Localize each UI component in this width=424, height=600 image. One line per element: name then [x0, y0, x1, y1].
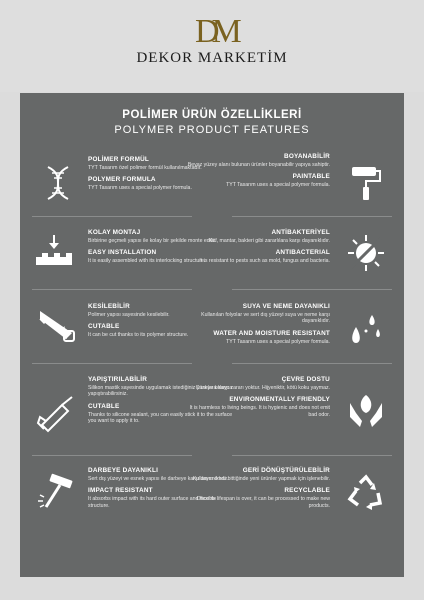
- feature-text-tr: Kullanılan folyolar ve sert dış yüzeyi suya ve neme karşı dayanıklıdır.: [201, 312, 330, 325]
- panel-title-tr: POLİMER ÜRÜN ÖZELLİKLERİ: [122, 109, 302, 121]
- feature-text-tr: Küf, mantar, bakteri gibi zararlılara karşı dayanıklıdır.: [208, 238, 330, 244]
- paint-roller-icon: [346, 163, 386, 203]
- feature-text-tr: Kullanım ömrü bittiğinde yeni ürünler yapmak için işlenebilir.: [192, 476, 330, 482]
- feature-text-tr: Silikon mastik sayesinde uygulamak istediğiniz yüzeye kolayca yapıştırabilirsiniz.: [88, 385, 233, 398]
- feature-title-tr: POLİMER FORMÜL: [88, 156, 150, 163]
- brand-name: DEKOR MARKETİM: [136, 50, 288, 66]
- water-drops-icon: [346, 309, 386, 349]
- feature-text-en: Thanks to silicone sealant, you can easily stick it to the surface you want to apply it to.: [88, 411, 233, 425]
- feature-title-tr: SUYA VE NEME DAYANIKLI: [242, 303, 330, 310]
- saw-icon: [36, 305, 76, 345]
- feature-title-tr: DARBEYE DAYANIKLI: [88, 467, 159, 474]
- feature-antibacterial: [180, 229, 330, 265]
- feature-text-en: It can be cut thanks to its polymer structure.: [88, 332, 189, 339]
- feature-text-en: It is easily assembled with its interlocking structure.: [88, 258, 206, 265]
- antibacterial-icon: [346, 233, 386, 273]
- recycle-icon: [346, 473, 386, 513]
- feature-text-en: TYT Tasarım uses a special polymer formula.: [226, 182, 330, 189]
- divider: [32, 455, 192, 456]
- feature-water-moisture-resistant: [180, 303, 330, 345]
- feature-title-en: WATER AND MOISTURE RESISTANT: [213, 329, 330, 337]
- feature-text-en: TYT Tasarım uses a special polymer formula.: [226, 338, 330, 345]
- feature-title-tr: YAPIŞTIRILABİLİR: [88, 376, 148, 383]
- feature-paintable: [180, 153, 330, 189]
- feature-title-tr: KOLAY MONTAJ: [88, 229, 141, 236]
- feature-text-tr: Sert dış yüzeyi ve esnek yapısı ile darbeye karşı dayanıklıdır.: [88, 476, 229, 482]
- features-panel: [20, 93, 404, 577]
- feature-title-en: ANTIBACTERIAL: [275, 249, 330, 257]
- divider: [232, 455, 392, 456]
- dna-icon: [38, 163, 78, 203]
- feature-text-en: It is harmless to living beings. It is hygienic and does not emit bad odor.: [189, 405, 330, 418]
- feature-title-tr: KESİLEBİLİR: [88, 303, 130, 310]
- feature-title-tr: GERİ DÖNÜŞTÜRÜLEBİLİR: [242, 467, 330, 474]
- divider: [232, 289, 392, 290]
- feature-text-en: It absorbs impact with its hard outer surface and flexible structure.: [88, 496, 217, 509]
- panel-title-en: POLYMER PRODUCT FEATURES: [114, 124, 310, 136]
- feature-text-tr: Polimer yapısı sayesinde kesilebilir.: [88, 312, 170, 318]
- caulking-gun-icon: [36, 395, 76, 435]
- divider: [32, 289, 192, 290]
- feature-title-en: IMPACT RESISTANT: [88, 487, 153, 495]
- footer-strip: [0, 577, 424, 600]
- feature-title-en: CUTABLE: [88, 323, 120, 331]
- feature-text-en: TYT Tasarım uses a special polymer formula.: [88, 185, 192, 192]
- feature-title-tr: ANTİBAKTERİYEL: [271, 229, 330, 236]
- hammer-icon: [36, 473, 76, 513]
- feature-title-en: ENVIRONMENTALLY FRIENDLY: [229, 396, 330, 404]
- feature-text-tr: TYT Tasarım özel polimer formül kullanılmaktadır.: [88, 165, 202, 171]
- feature-title-en: CUTABLE: [88, 402, 120, 410]
- divider: [32, 216, 192, 217]
- feature-title-tr: ÇEVRE DOSTU: [281, 376, 330, 383]
- feature-title-en: RECYCLABLE: [284, 487, 330, 495]
- feature-title-en: EASY INSTALLATION: [88, 249, 157, 257]
- feature-title-en: PAINTABLE: [292, 173, 330, 181]
- divider: [232, 216, 392, 217]
- feature-text-en: It is resistant to pests such as mold, fungus and bacteria.: [199, 258, 330, 265]
- feature-text-tr: Canlılara karşı zararı yoktur. Hijyeniktir, kötü koku yaymaz.: [195, 385, 330, 391]
- feature-title-tr: BOYANABİLİR: [284, 153, 330, 160]
- feature-text-en: Once its lifespan is over, it can be processed to make new products.: [196, 496, 330, 509]
- feature-text-tr: Beyaz yüzey alanı bulunan ürünler boyanabilir yapıya sahiptir.: [187, 162, 330, 168]
- interlocking-panel-icon: [34, 231, 74, 271]
- brand-header: [0, 0, 424, 92]
- feature-title-en: POLYMER FORMULA: [88, 176, 156, 184]
- brand-logo-mark: DM: [195, 13, 234, 50]
- feature-recyclable: [180, 467, 330, 509]
- feature-text-tr: Birbirine geçmeli yapısı ile kolay bir şekilde monte edilir.: [88, 238, 217, 244]
- divider: [32, 363, 192, 364]
- feature-environmentally-friendly: [180, 376, 330, 418]
- divider: [232, 363, 392, 364]
- hands-leaf-icon: [346, 389, 386, 429]
